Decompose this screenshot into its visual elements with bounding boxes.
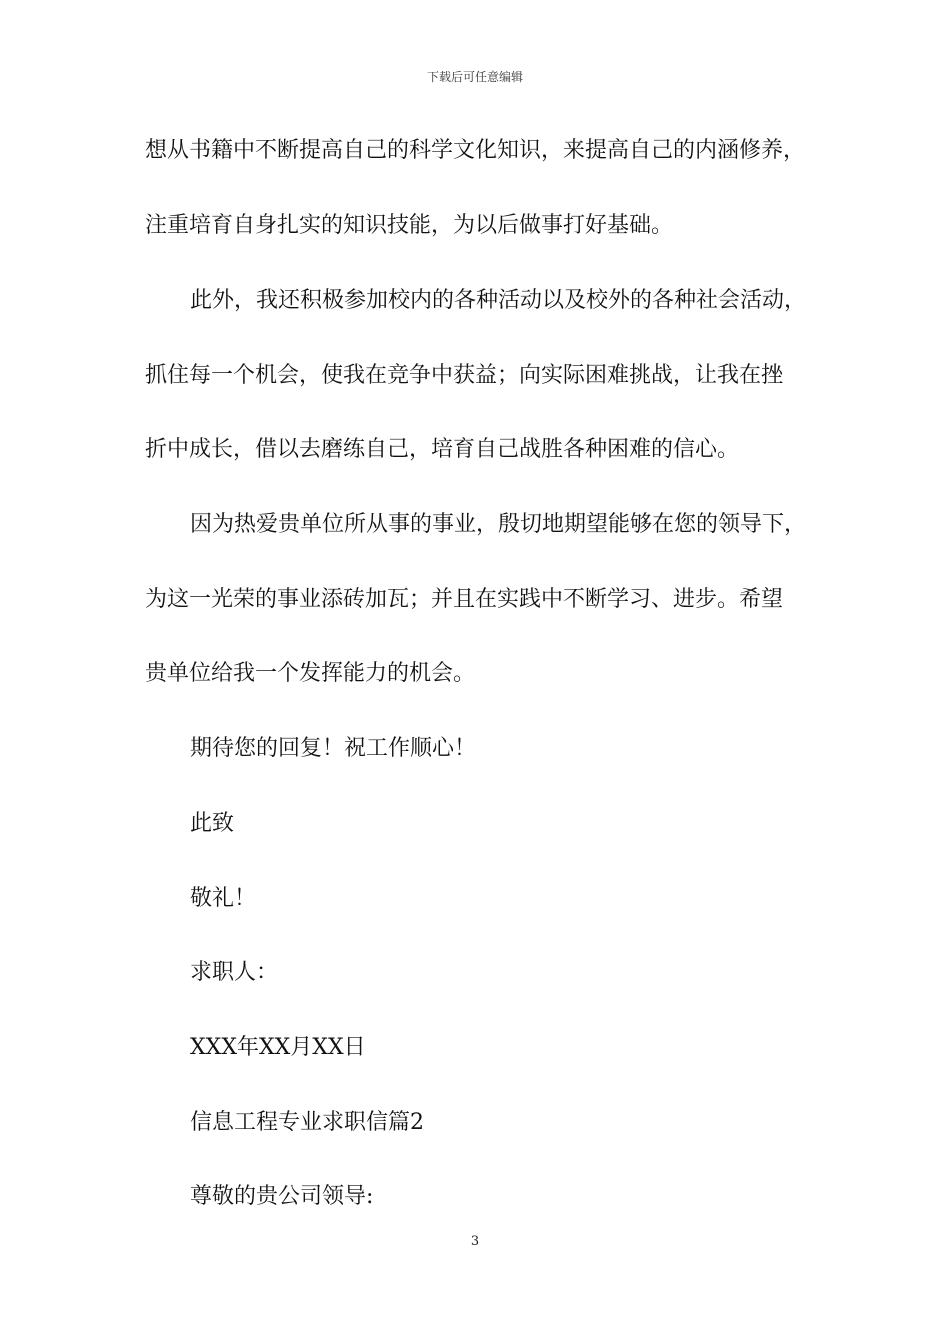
page-header: 下载后可任意编辑 — [426, 70, 523, 84]
closing-salutation: 此致 — [190, 811, 235, 836]
body-line: 因为热爱贵单位所从事的事业，殷切地期望能够在您的领导下， — [190, 512, 807, 537]
greeting-line: 尊敬的贵公司领导: — [190, 1184, 374, 1209]
body-line: 抓住每一个机会，使我在竞争中获益；向实际困难挑战，让我在挫 — [145, 363, 784, 388]
body-line: 注重培育自身扎实的知识技能，为以后做事打好基础。 — [145, 213, 674, 238]
body-line: 想从书籍中不断提高自己的科学文化知识，来提高自己的内涵修养， — [145, 138, 806, 163]
applicant-label: 求职人： — [190, 960, 279, 985]
date-line: XXX年XX月XX日 — [190, 1035, 366, 1060]
section-title: 信息工程专业求职信篇2 — [190, 1110, 424, 1135]
closing-regards: 敬礼！ — [190, 886, 257, 911]
body-line: 此外，我还积极参加校内的各种活动以及校外的各种社会活动， — [190, 288, 807, 313]
body-line: 贵单位给我一个发挥能力的机会。 — [145, 661, 476, 686]
page-number: 3 — [470, 1234, 480, 1249]
closing-expectation: 期待您的回复！祝工作顺心！ — [190, 736, 477, 761]
body-line: 为这一光荣的事业添砖加瓦；并且在实践中不断学习、进步。希望 — [145, 587, 784, 612]
body-line: 折中成长，借以去磨练自己，培育自己战胜各种困难的信心。 — [145, 437, 740, 462]
